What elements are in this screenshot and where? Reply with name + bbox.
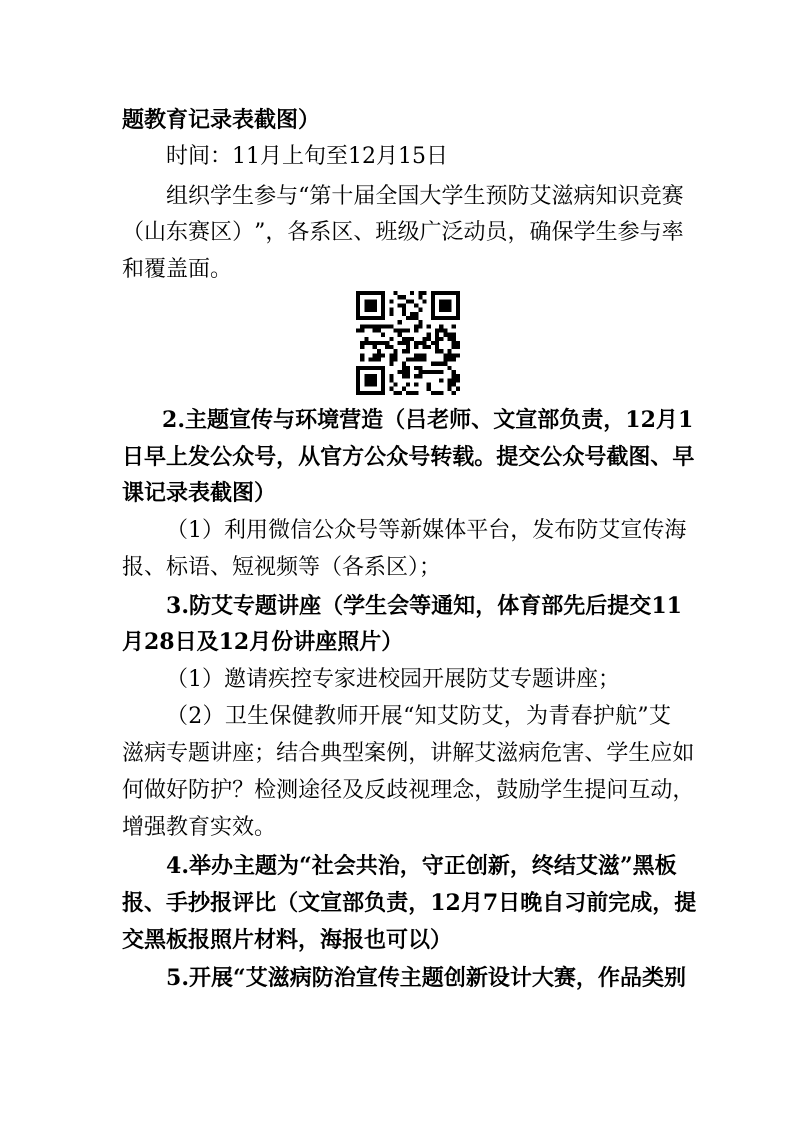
section-heading: 3 . 防 艾 专 题 讲 座 （ 学 生 会 等 通 知 ， 体 育 部 先 后 提 交 11 [166,593,682,619]
text-line: （1）邀请疾控专家进校园开展防艾专题讲座； [166,667,620,692]
text-line: 时间：11月上旬至12月15日 [166,144,448,169]
text-line: 和覆盖面。 [122,257,233,282]
text-line: （ 山 东 赛 区 ） ” ， 各 系 区 、 班 级 广 泛 动 员 ， 确 保 学 生 参 与 率 [122,220,684,245]
section-heading: 4 . 举 办 主 题 为 “ 社 会 共 治 ， 守 正 创 新 ， 终 结 艾 滋 ” 黑 板 [166,853,677,879]
text-line: 何 做 好 防 护 ？ 检 测 途 径 及 反 歧 视 理 念 ， 鼓 励 学 生 提 问 互 动 ， [122,778,695,803]
section-heading: 月28日及12月份讲座照片） [122,629,404,655]
section-heading: 2 . 主 题 宣 传 与 环 境 营 造 （ 吕 老 师 、 文 宣 部 负 责 ， 12 月 1 [162,407,694,433]
qr-code-image [356,291,460,395]
text-line: 滋 病 专 题 讲 座 ； 结 合 典 型 案 例 ， 讲 解 艾 滋 病 危 害 、 学 生 应 如 [122,741,695,766]
section-heading: 日 早 上 发 公 众 号 ， 从 官 方 公 众 号 转 载 。 提 交 公 众 号 截 图 、 早 [122,444,695,470]
section-heading: 课记录表截图） [122,480,277,506]
section-heading: 5 . 开 展 “ 艾 滋 病 防 治 宣 传 主 题 创 新 设 计 大 赛 ， 作 品 类 别 [166,965,686,991]
text-line: 增强教育实效。 [122,815,277,840]
text-line: （ 1 ） 利 用 微 信 公 众 号 等 新 媒 体 平 台 ， 发 布 防 艾 宣 传 海 [166,518,687,543]
section-heading: 报 、 手 抄 报 评 比 （ 文 宣 部 负 责 ， 12 月 7 日 晚 自 习 前 完 成 ， 提 [122,890,697,916]
text-line: 组 织 学 生 参 与 “ 第 十 届 全 国 大 学 生 预 防 艾 滋 病 知 识 竞 赛 [166,184,684,209]
text-line: 报、标语、短视频等（各系区）； [122,555,442,580]
text-line: 题教育记录表截图） [122,107,321,133]
text-line: （ 2 ） 卫 生 保 健 教 师 开 展 “ 知 艾 防 艾 ， 为 青 春 护 航 ” 艾 [166,704,671,729]
section-heading: 交黑板报照片材料，海报也可以） [122,927,453,953]
